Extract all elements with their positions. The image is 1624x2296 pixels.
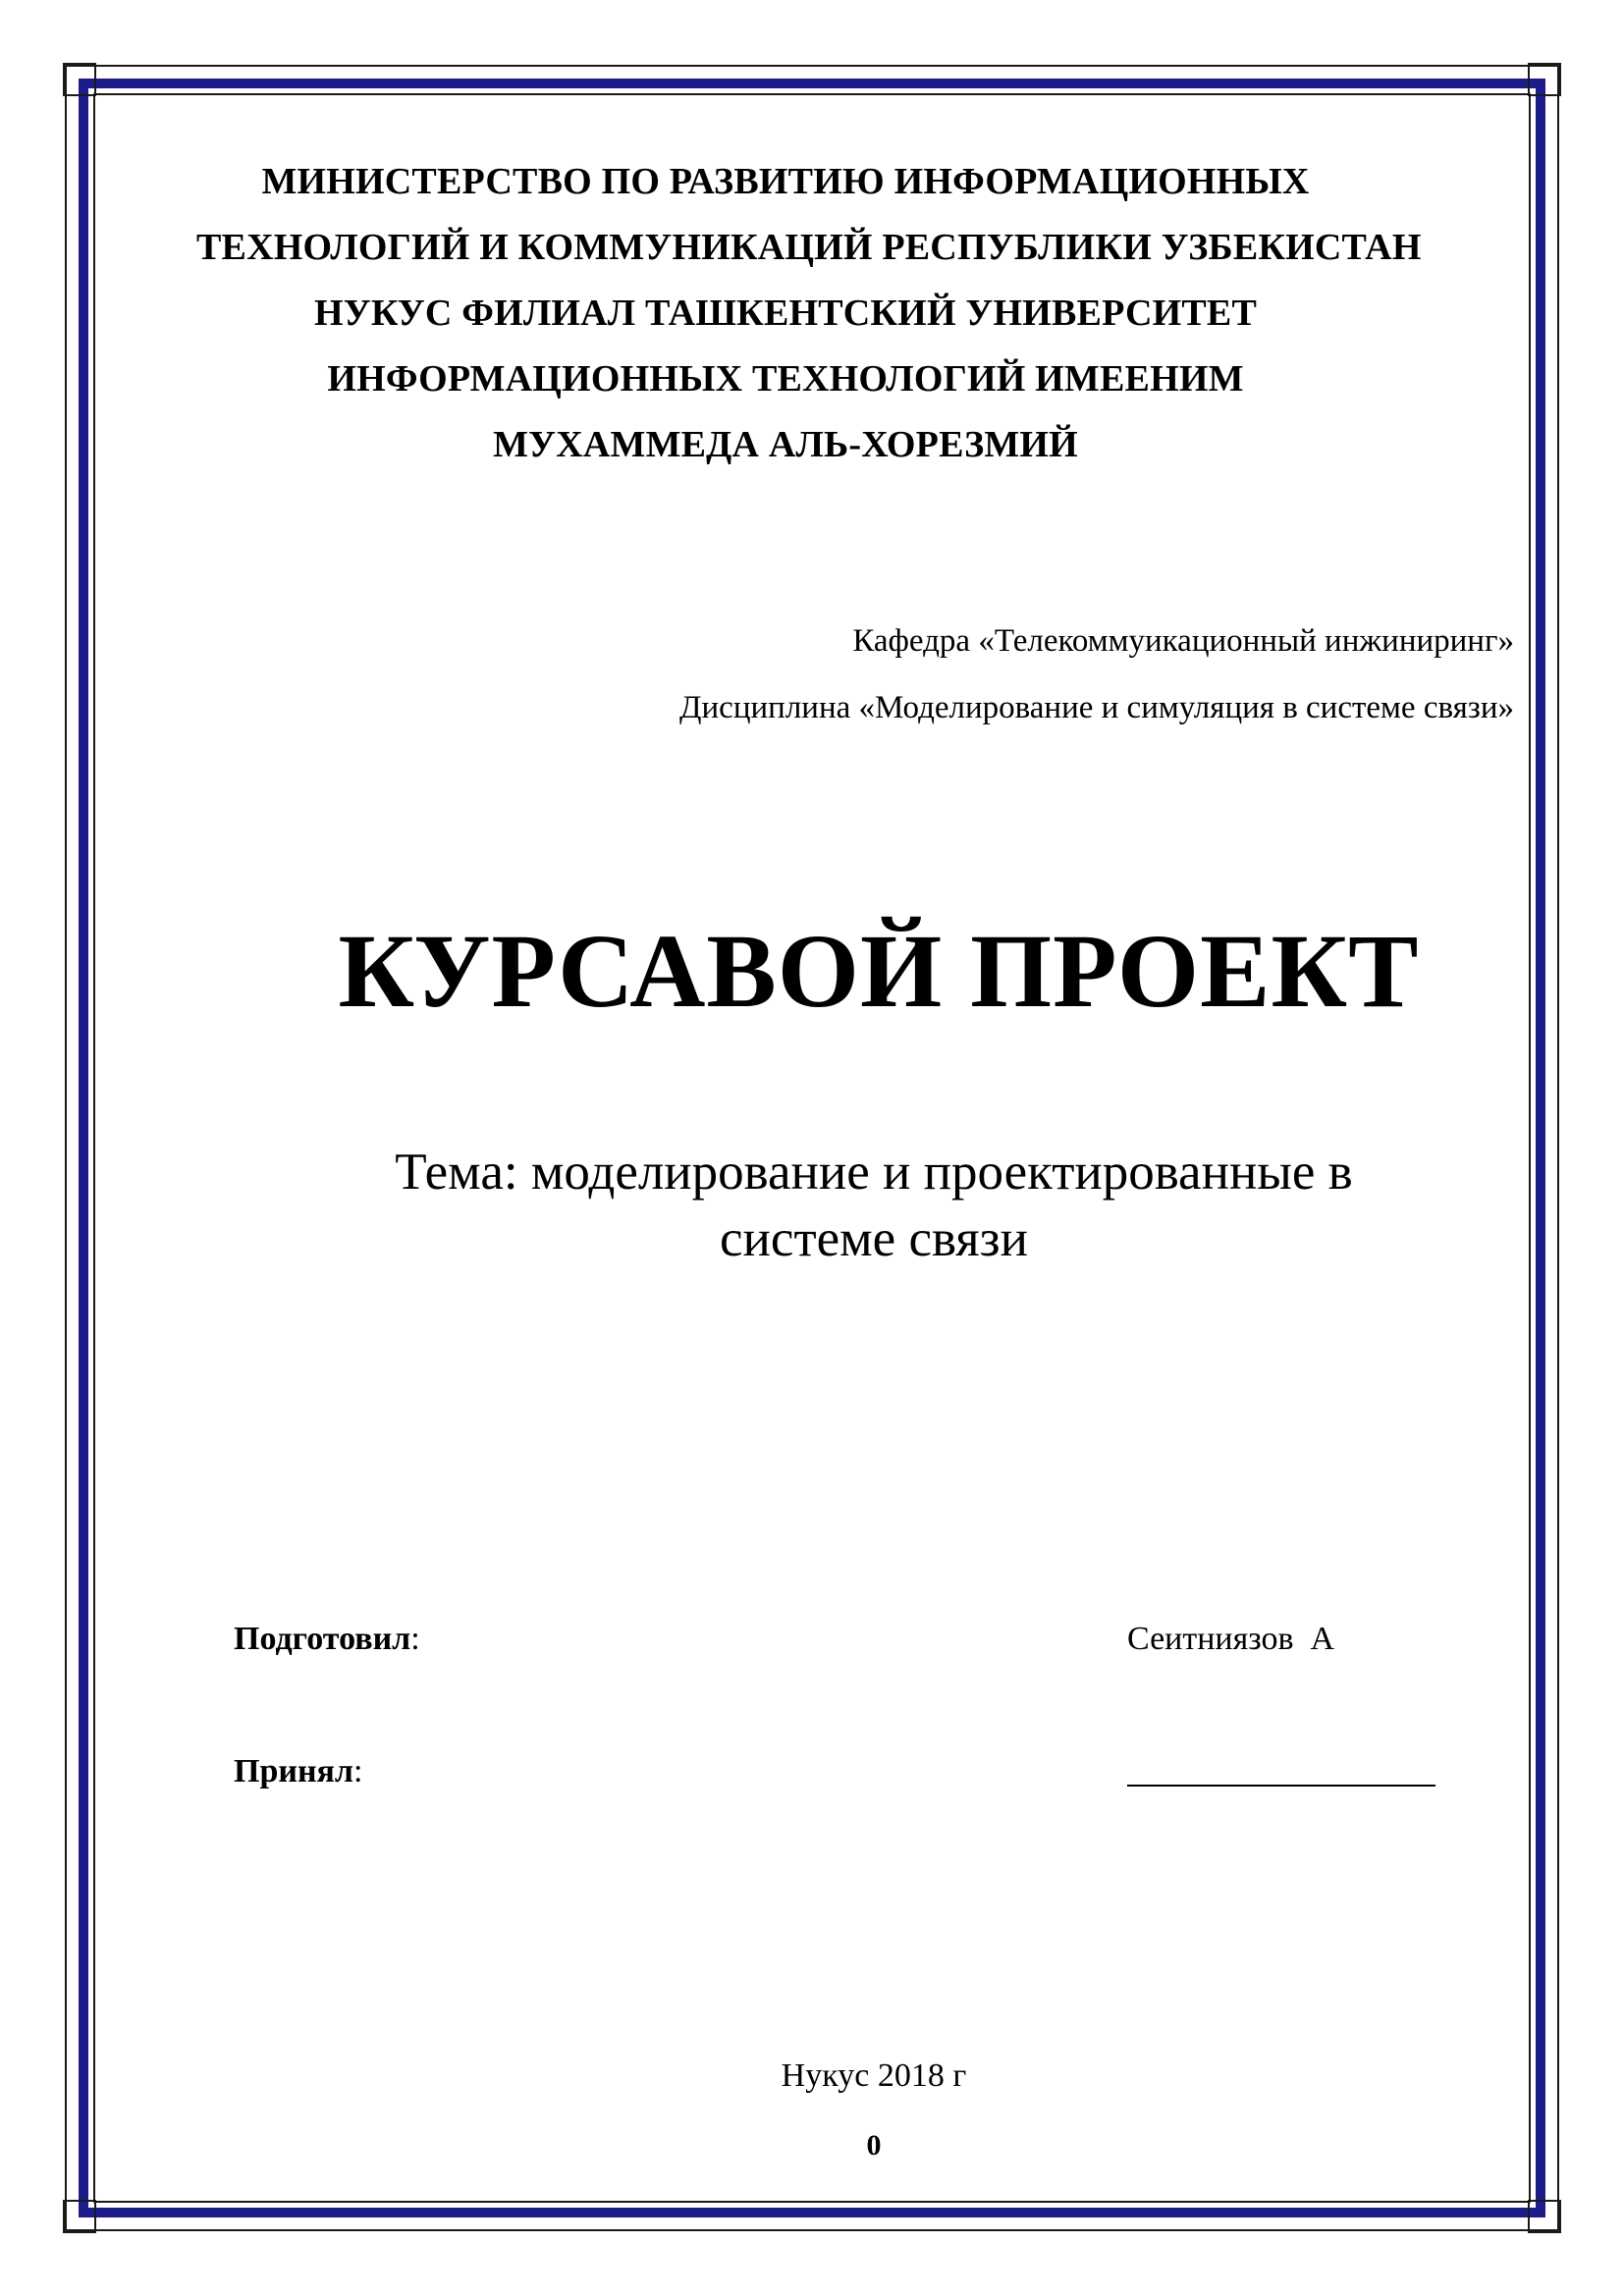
prepared-label: Подготовил xyxy=(234,1621,411,1657)
prepared-colon: : xyxy=(410,1621,420,1657)
topic-line: системе связи xyxy=(720,1210,1028,1267)
border-corner-ornament xyxy=(1528,63,1561,96)
discipline-name: Дисциплина «Моделирование и симуляция в системе связи» xyxy=(679,690,1514,725)
ministry-header xyxy=(196,149,1422,478)
border-corner-ornament xyxy=(63,2200,96,2233)
department-chair: Кафедра «Телекоммуикационный инжиниринг» xyxy=(852,623,1514,659)
ministry-line: МУХАММЕДА АЛЬ-ХОРЕЗМИЙ xyxy=(493,424,1078,465)
ministry-line: МИНИСТЕРСТВО ПО РАЗВИТИЮ ИНФОРМАЦИОННЫХ xyxy=(261,161,1310,202)
ministry-line: НУКУС ФИЛИАЛ ТАШКЕНТСКИЙ УНИВЕРСИТЕТ xyxy=(313,293,1258,334)
accepted-colon: : xyxy=(353,1753,363,1789)
ministry-line: ИНФОРМАЦИОННЫХ ТЕХНОЛОГИЙ ИМЕЕНИМ xyxy=(327,358,1244,400)
topic-line: Тема: моделирование и проектированные в xyxy=(395,1144,1353,1201)
document-title: КУРСАВОЙ ПРОЕКТ xyxy=(338,914,1420,1030)
prepared-label-row xyxy=(234,1620,420,1659)
border-corner-ornament xyxy=(1528,2200,1561,2233)
signature-line xyxy=(1127,1785,1435,1787)
ministry-line: ТЕХНОЛОГИЙ И КОММУНИКАЦИЙ РЕСПУБЛИКИ УЗБЕКИСТАН xyxy=(196,227,1422,268)
topic xyxy=(285,1139,1463,1272)
prepared-by-name: Сеитниязов А xyxy=(1127,1621,1335,1657)
page-number: 0 xyxy=(866,2129,882,2162)
border-corner-ornament xyxy=(63,63,96,96)
accepted-label: Принял xyxy=(234,1753,354,1789)
accepted-label-row xyxy=(234,1752,362,1791)
city-year: Нукус 2018 г xyxy=(781,2057,967,2094)
